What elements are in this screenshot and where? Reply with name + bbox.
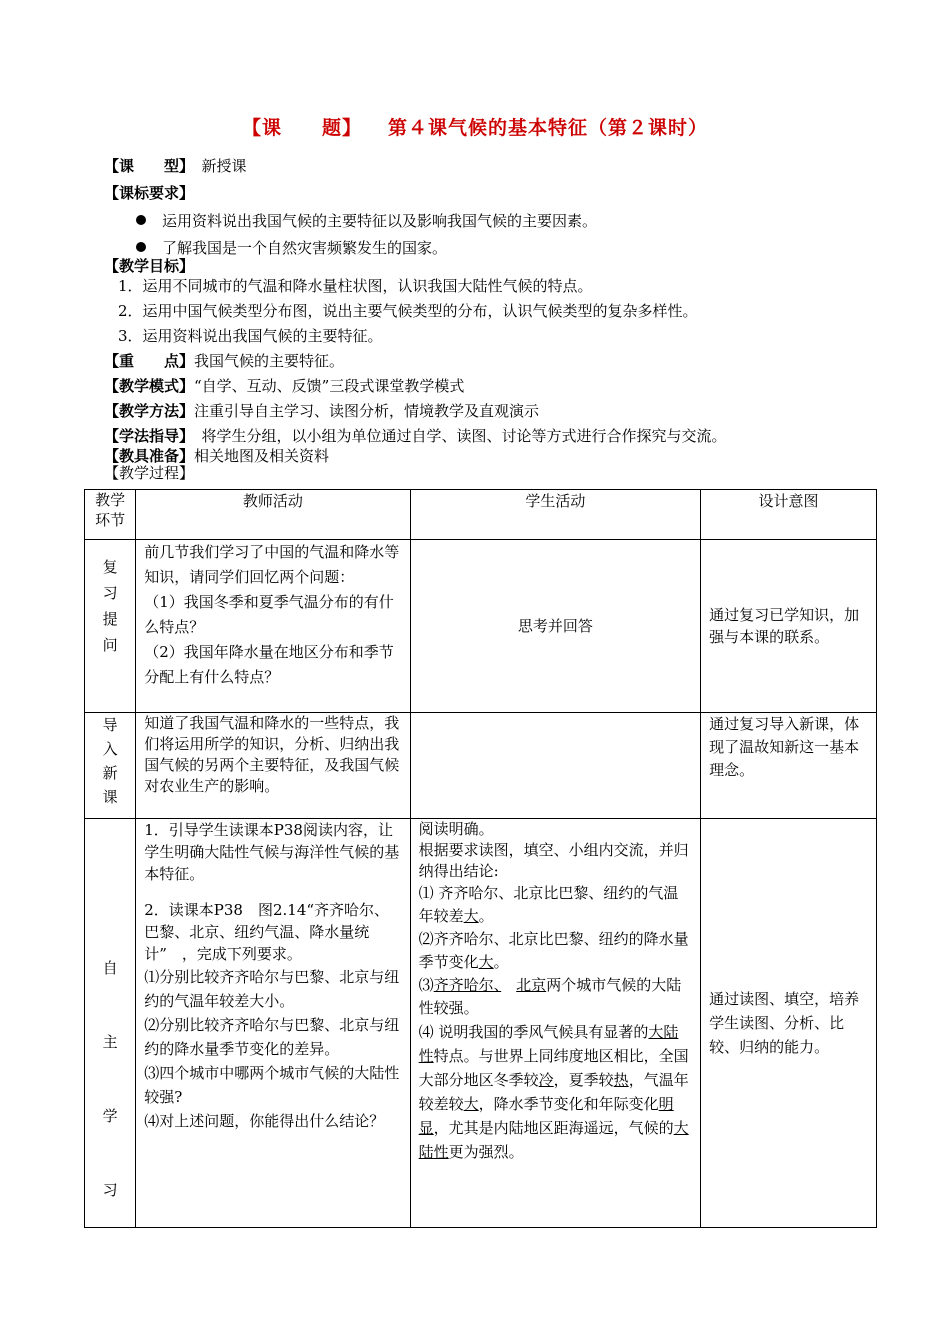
goal-item-3: 3．运用资料说出我国气候的主要特征。 xyxy=(118,327,383,345)
stage-char: 入 xyxy=(102,740,118,758)
intent-cell: 通过复习导入新课，体现了温故知新这一基本理念。 xyxy=(701,713,877,819)
header-student: 学生活动 xyxy=(410,490,700,540)
student-answer-3: ⑶齐齐哈尔、 北京两个城市气候的大陆性较强。 xyxy=(418,976,682,1017)
mode-value: “自学、互动、反馈”三段式课堂教学模式 xyxy=(194,377,465,395)
stage-char: 提 xyxy=(102,610,118,628)
method-line xyxy=(104,401,539,421)
standards-line xyxy=(104,183,194,203)
stage-char: 新 xyxy=(102,764,118,782)
header-intent: 设计意图 xyxy=(701,490,877,540)
header-teacher: 教师活动 xyxy=(136,490,410,540)
student-cell xyxy=(410,819,700,1228)
student-answer-2: ⑵齐齐哈尔、北京比巴黎、纽约的降水量季节变化大。 xyxy=(418,930,689,971)
lesson-type-value: 新授课 xyxy=(201,157,247,175)
student-text: 根据要求读图，填空、小组内交流，并归纳得出结论: xyxy=(418,841,689,880)
stage-char: 习 xyxy=(102,584,118,602)
goal-item-2: 2．运用中国气候类型分布图，说出主要气候类型的分布，认识气候类型的复杂多样性。 xyxy=(118,302,698,320)
student-cell xyxy=(410,713,700,819)
teacher-text: 1．引导学生读课本P38阅读内容，让学生明确大陆性气候与海洋性气候的基本特征。 xyxy=(144,821,400,883)
header-stage: 教学环节 xyxy=(85,490,136,540)
lesson-type-line xyxy=(104,156,247,176)
teacher-cell xyxy=(136,540,410,713)
page-title xyxy=(0,113,950,140)
method-value: 注重引导自主学习、读图分析，情境教学及直观演示 xyxy=(194,402,540,420)
process-line xyxy=(104,463,194,483)
title-text: 第４课气候的基本特征（第２课时） xyxy=(388,117,709,139)
stage-cell xyxy=(85,713,136,819)
table-row xyxy=(85,540,877,713)
goals-line xyxy=(104,256,194,276)
tools-value: 相关地图及相关资料 xyxy=(194,447,330,465)
standards-label: 【课标要求】 xyxy=(104,184,195,202)
standard-text-2: 了解我国是一个自然灾害频繁发生的国家。 xyxy=(162,239,448,257)
teaching-process-table xyxy=(84,489,877,1228)
standard-item-1 xyxy=(136,211,597,231)
student-answer-1: ⑴ 齐齐哈尔、北京比巴黎、纽约的气温年较差大。 xyxy=(418,884,679,925)
teacher-text: （1）我国冬季和夏季气温分布的有什么特点？ xyxy=(144,593,394,636)
key-point-label: 【重 点】 xyxy=(104,352,195,370)
intent-cell: 通过读图、填空，培养学生读图、分析、比较、归纳的能力。 xyxy=(701,819,877,1228)
table-row xyxy=(85,819,877,1228)
stage-char: 问 xyxy=(102,636,118,654)
stage-char: 学 xyxy=(102,1107,118,1125)
teacher-text: 前几节我们学习了中国的气温和降水等知识，请同学们回忆两个问题： xyxy=(144,543,400,586)
teacher-cell: 知道了我国气温和降水的一些特点，我们将运用所学的知识，分析、归纳出我国气候的另两个主要特征，及我国气候对农业生产的影响。 xyxy=(136,713,410,819)
key-point-line xyxy=(104,351,344,371)
stage-char: 复 xyxy=(102,558,118,576)
guide-value: 将学生分组，以小组为单位通过自学、读图、讨论等方式进行合作探究与交流。 xyxy=(201,427,727,445)
lesson-type-label: 【课 型】 xyxy=(104,157,187,175)
stage-char: 主 xyxy=(102,1033,118,1051)
intent-cell: 通过复习已学知识，加强与本课的联系。 xyxy=(701,540,877,713)
bullet-icon xyxy=(136,215,146,225)
stage-cell xyxy=(85,540,136,713)
teacher-text: ⑴分别比较齐齐哈尔与巴黎、北京与纽约的气温年较差大小。 xyxy=(144,968,400,1010)
tools-label: 【教具准备】 xyxy=(104,447,195,465)
guide-line xyxy=(104,426,727,446)
mode-line xyxy=(104,376,464,396)
standard-text-1: 运用资料说出我国气候的主要特征以及影响我国气候的主要因素。 xyxy=(162,212,598,230)
teacher-text: ⑷对上述问题，你能得出什么结论？ xyxy=(144,1112,385,1130)
stage-char: 导 xyxy=(102,716,118,734)
teacher-cell xyxy=(136,819,410,1228)
method-label: 【教学方法】 xyxy=(104,402,195,420)
teacher-text: ⑵分别比较齐齐哈尔与巴黎、北京与纽约的降水量季节变化的差异。 xyxy=(144,1016,400,1058)
goal-item-1: 1．运用不同城市的气温和降水量柱状图，认识我国大陆性气候的特点。 xyxy=(118,277,593,295)
process-label: 【教学过程】 xyxy=(104,464,195,482)
mode-label: 【教学模式】 xyxy=(104,377,195,395)
table-header-row xyxy=(85,490,877,540)
table-row xyxy=(85,713,877,819)
stage-char: 自 xyxy=(102,959,118,977)
goals-label: 【教学目标】 xyxy=(104,257,195,275)
stage-char: 习 xyxy=(102,1181,118,1199)
title-label: 【课 题】 xyxy=(241,117,362,139)
stage-cell xyxy=(85,819,136,1228)
teacher-text: （2）我国年降水量在地区分布和季节分配上有什么特点？ xyxy=(144,643,394,686)
bullet-icon xyxy=(136,242,146,252)
student-text: 阅读明确。 xyxy=(418,820,494,838)
key-point-value: 我国气候的主要特征。 xyxy=(194,352,345,370)
guide-label: 【学法指导】 xyxy=(104,427,187,445)
student-answer-4: ⑷ 说明我国的季风气候具有显著的大陆性特点。与世界上同纬度地区相比，全国大部分地区冬季较冷，夏季较热，气温年较差较大，降水季节变化和年际变化明显，尤其是内陆地区距海遥远，气候的大陆性更为强烈。 xyxy=(418,1023,689,1161)
student-cell: 思考并回答 xyxy=(410,540,700,713)
stage-char: 课 xyxy=(102,788,118,806)
teacher-text: 2．读课本P38 图2.14“齐齐哈尔、巴黎、北京、纽约气温、降水量统计” ，完成下列要求。 xyxy=(144,901,390,963)
standard-item-2 xyxy=(136,238,447,258)
teacher-text: ⑶四个城市中哪两个城市气候的大陆性较强? xyxy=(144,1064,400,1106)
